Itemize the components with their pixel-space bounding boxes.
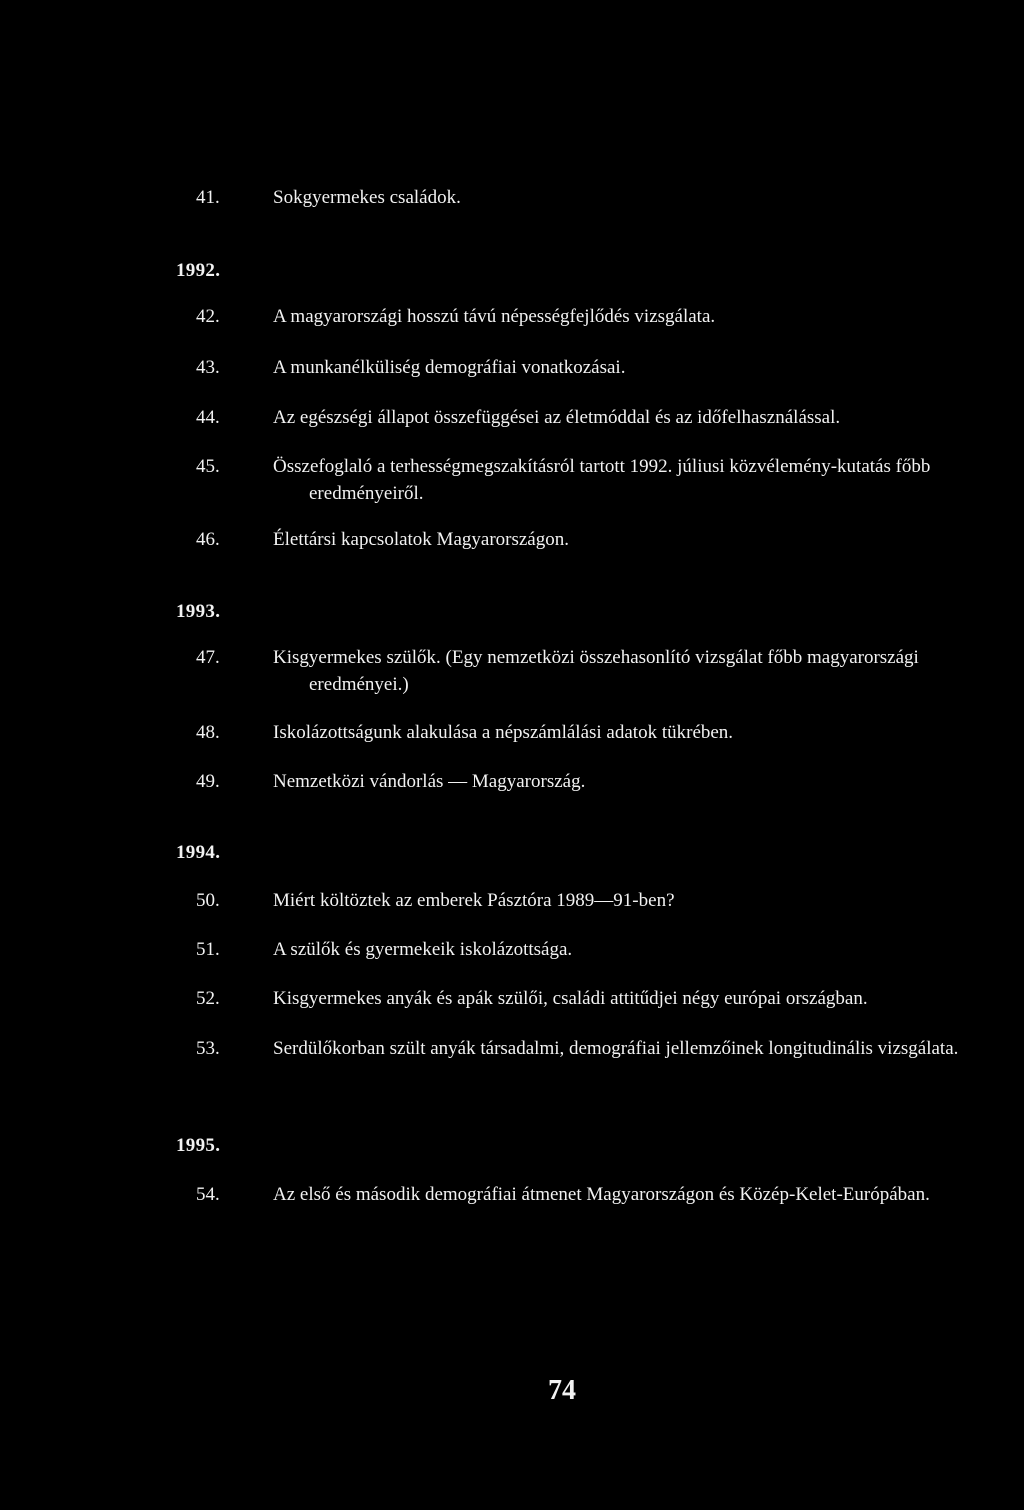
item-number: 44. — [196, 407, 220, 428]
year-heading: 1994. — [176, 842, 221, 863]
item-number: 53. — [196, 1038, 220, 1059]
item-title: Nemzetközi vándorlás — Magyarország. — [273, 771, 586, 792]
item-number: 52. — [196, 988, 220, 1009]
item-number: 54. — [196, 1184, 220, 1205]
item-number: 46. — [196, 529, 220, 550]
item-number: 51. — [196, 939, 220, 960]
item-number: 50. — [196, 890, 220, 911]
year-heading: 1993. — [176, 601, 221, 622]
item-title: Sokgyermekes családok. — [273, 187, 461, 208]
item-title: A magyarországi hosszú távú népességfejlődés vizsgálata. — [273, 306, 716, 327]
item-number: 41. — [196, 187, 220, 208]
item-title: Miért költöztek az emberek Pásztóra 1989—91-ben? — [273, 890, 675, 911]
item-title: Az egészségi állapot összefüggései az életmóddal és az időfelhasználással. — [273, 407, 841, 428]
page-number: 74 — [548, 1375, 576, 1406]
item-title: Serdülőkorban szült anyák társadalmi, demográfiai jellemzőinek longitudinális vizsgálata. — [273, 1038, 959, 1059]
year-heading: 1995. — [176, 1135, 221, 1156]
item-number: 47. — [196, 647, 220, 668]
item-number: 48. — [196, 722, 220, 743]
item-title: Kisgyermekes szülők. (Egy nemzetközi összehasonlító vizsgálat főbb magyarországi eredményei.) — [273, 647, 919, 695]
item-number: 42. — [196, 306, 220, 327]
item-title: Az első és második demográfiai átmenet Magyarországon és Közép-Kelet-Európában. — [273, 1184, 930, 1205]
item-title: Összefoglaló a terhességmegszakításról tartott 1992. júliusi közvélemény-kutatás főbb eredményeiről. — [273, 456, 931, 504]
item-title: A szülők és gyermekeik iskolázottsága. — [273, 939, 573, 960]
item-number: 49. — [196, 771, 220, 792]
item-number: 45. — [196, 456, 220, 477]
item-title: A munkanélküliség demográfiai vonatkozásai. — [273, 357, 626, 378]
year-heading: 1992. — [176, 260, 221, 281]
item-title: Élettársi kapcsolatok Magyarországon. — [273, 529, 569, 550]
item-title: Kisgyermekes anyák és apák szülői, családi attitűdjei négy európai országban. — [273, 988, 868, 1009]
item-number: 43. — [196, 357, 220, 378]
item-title: Iskolázottságunk alakulása a népszámlálási adatok tükrében. — [273, 722, 734, 743]
